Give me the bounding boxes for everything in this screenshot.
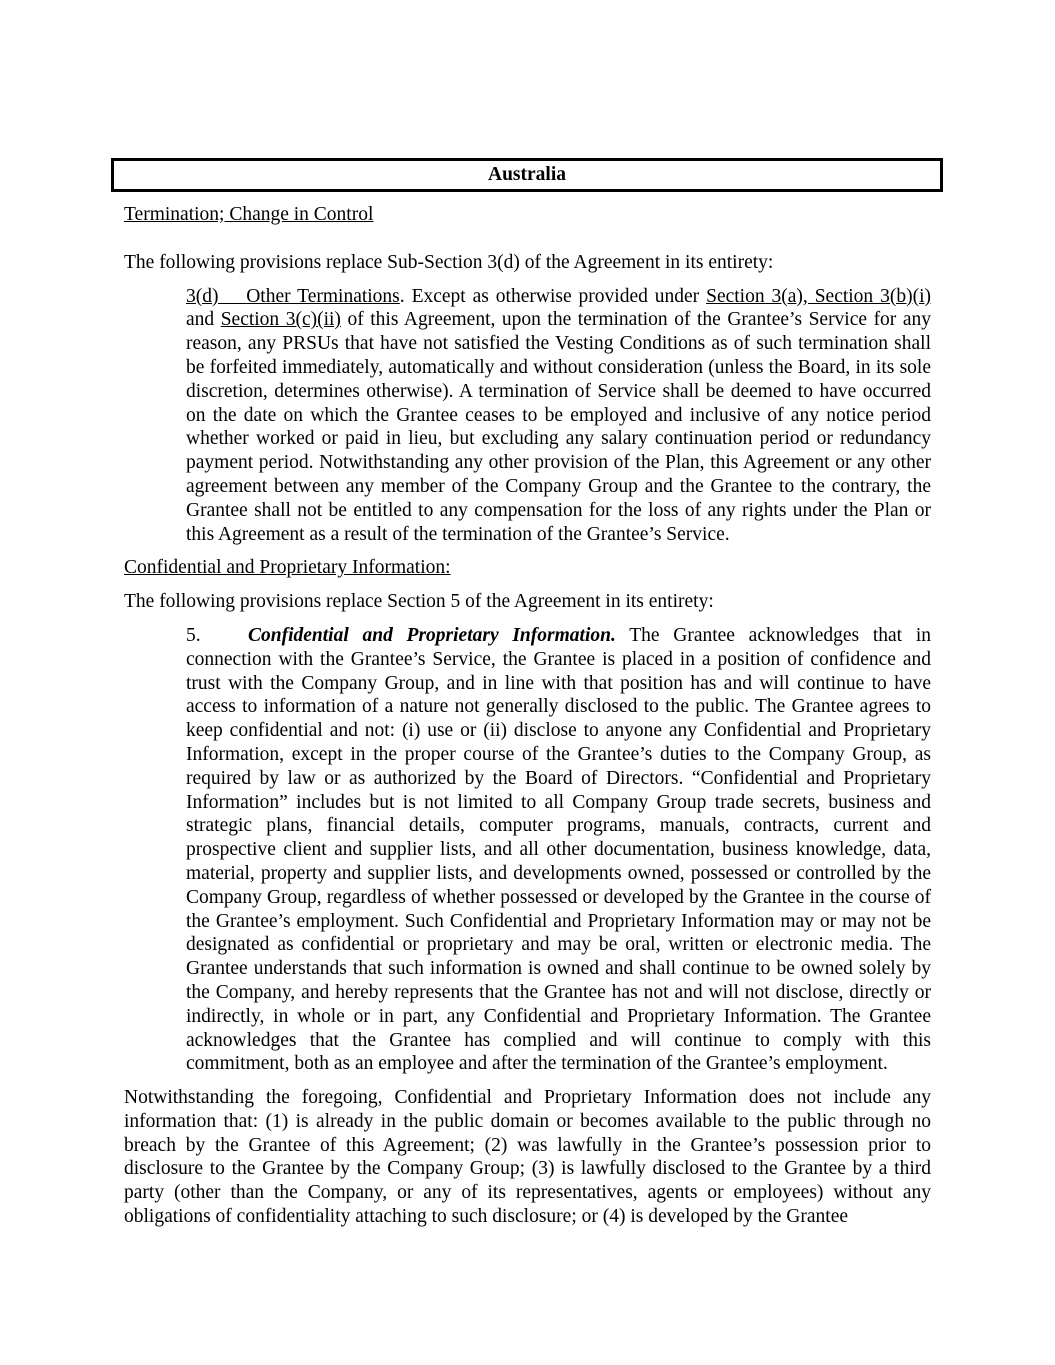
section-ref-3cii: Section 3(c)(ii)	[220, 309, 341, 331]
country-heading-box	[111, 158, 943, 192]
country-heading: Australia	[488, 164, 566, 185]
section-3d-title: Other Terminations	[246, 285, 400, 307]
notwithstanding-paragraph: Notwithstanding the foregoing, Confidential and Proprietary Information does not include any information that: (1) is already in the public domain or becomes available to the public through no breach by the Grantee of this Agreement; (2) was lawfully in the Grantee’s possession prior to disclosure to the Grantee by the Company Group; (3) is lawfully disclosed to the Grantee by a third party (other than the Company, or any of its representatives, agents or employees) without any obligations of confidentiality attaching to such disclosure; or (4) is developed by the Grantee	[124, 1087, 931, 1228]
termination-heading: Termination; Change in Control	[124, 204, 374, 225]
document-body	[124, 203, 931, 1229]
section-ref-3a-3bi: Section 3(a), Section 3(b)(i)	[706, 285, 931, 307]
section-5-number: 5.	[186, 624, 201, 646]
termination-intro: The following provisions replace Sub-Section 3(d) of the Agreement in its entirety:	[124, 251, 774, 273]
section-3d-number: 3(d)	[186, 285, 219, 307]
section-5-title: Confidential and Proprietary Information.	[248, 624, 616, 646]
section-5-paragraph: 5. Confidential and Proprietary Information. The Grantee acknowledges that in connection with the Grantee’s Service, the Grantee is placed in a position of confidence and trust with the Company Group, and in line with that position has and will continue to have access to information of a nature not generally disclosed to the public. The Grantee agrees to keep confidential and not: (i) use or (ii) disclose to anyone any Confidential and Proprietary Information, except in the proper course of the Grantee’s duties to the Company Group, as required by law or as authorized by the Board of Directors. “Confidential and Proprietary Information” includes but is not limited to all Company Group trade secrets, business and strategic plans, financial details, computer programs, manuals, contracts, current and prospective client and supplier lists, and all other documentation, business knowledge, data, material, property and supplier lists, and developments owned, possessed or controlled by the Company Group, regardless of whether possessed or developed by the Grantee in the course of the Grantee’s employment. Such Confidential and Proprietary Information may or may not be designated as confidential or proprietary and may be oral, written or electronic media. The Grantee understands that such information is owned and shall continue to be owned solely by the Company, and hereby represents that the Grantee has not and will not disclose, directly or indirectly, in whole or in part, any Confidential and Proprietary Information. The Grantee acknowledges that the Grantee has complied and will continue to comply with this commitment, both as an employee and after the termination of the Grantee’s employment.	[186, 624, 931, 1075]
confidential-intro: The following provisions replace Section 5 of the Agreement in its entirety:	[124, 591, 714, 613]
confidential-heading: Confidential and Proprietary Information:	[124, 557, 451, 579]
section-3d-paragraph: 3(d) Other Terminations. Except as otherwise provided under Section 3(a), Section 3(b)(i) and Section 3(c)(ii) of this Agreement, upon the termination of the Grantee’s Service for any reason, any PRSUs that have not satisfied the Vesting Conditions as of such termination shall be forfeited immediately, automatically and without consideration (unless the Board, in its sole discretion, determines otherwise). A termination of Service shall be deemed to have occurred on the date on which the Grantee ceases to be employed and inclusive of any notice period whether worked or paid in lieu, but excluding any salary continuation period or redundancy payment period. Notwithstanding any other provision of the Plan, this Agreement or any other agreement between any member of the Company Group and the Grantee to the contrary, the Grantee shall not be entitled to any compensation for the loss of any rights under the Plan or this Agreement as a result of the termination of the Grantee’s Service.	[186, 285, 931, 545]
